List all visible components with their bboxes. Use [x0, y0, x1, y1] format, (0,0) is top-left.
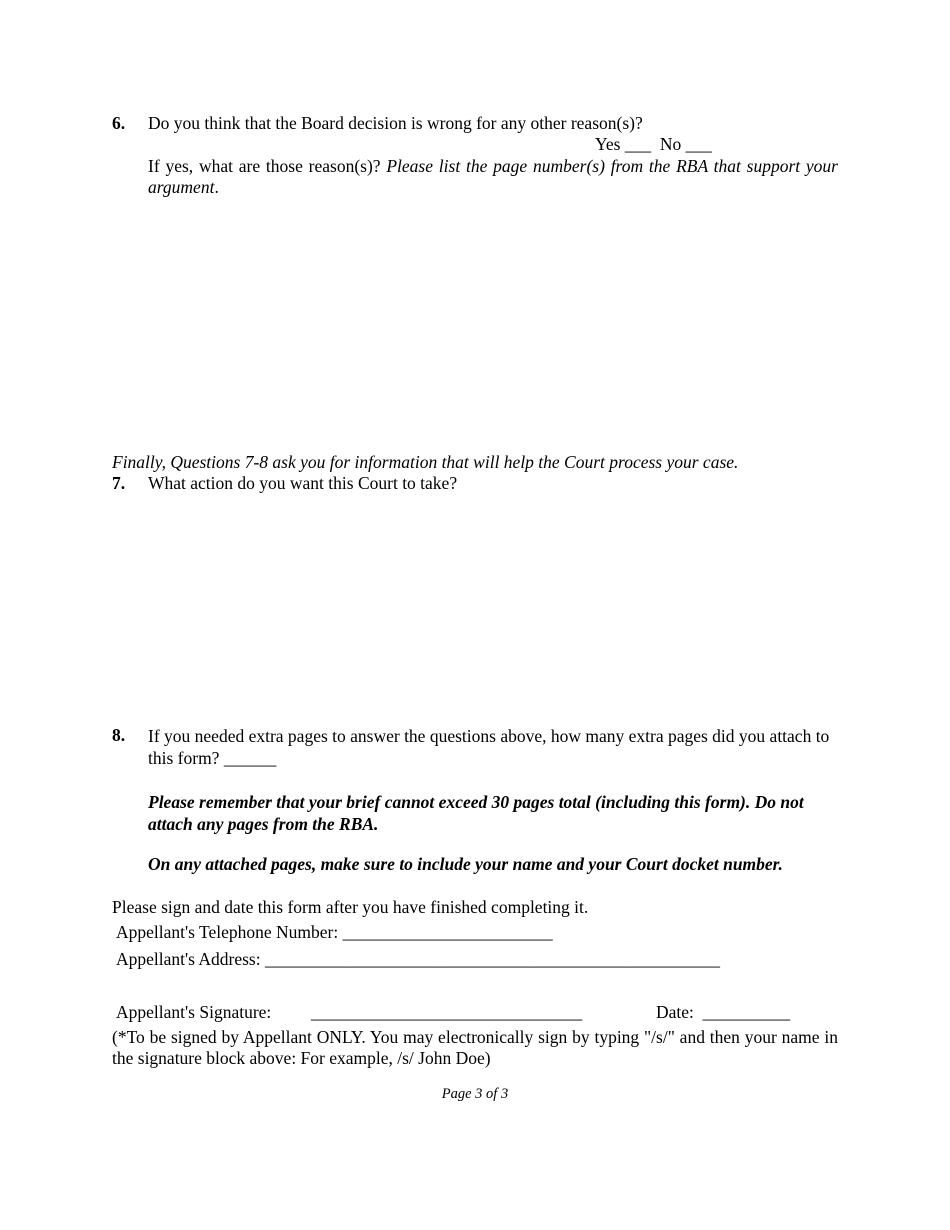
question-8-text: If you needed extra pages to answer the questions above, how many extra pages did you attach to this form? ______	[148, 726, 830, 768]
signature-footnote: (*To be signed by Appellant ONLY. You may electronically sign by typing "/s/" and then your name in the signature block above: For example, /s/ John Doe)	[112, 1027, 838, 1068]
question-8-number: 8.	[112, 725, 126, 745]
page-limit-note: Please remember that your brief cannot exceed 30 pages total (including this form). Do not attach any pages from the RBA.	[148, 792, 804, 834]
yes-no-choice: Yes ___ No ___	[595, 134, 712, 154]
telephone-field: Appellant's Telephone Number: ________________________	[116, 922, 553, 942]
question-7-number: 7.	[112, 473, 126, 493]
question-6-followup	[148, 156, 838, 198]
question-6-text: Do you think that the Board decision is wrong for any other reason(s)?	[148, 113, 643, 133]
address-field: Appellant's Address: ____________________________________________________	[116, 949, 720, 969]
sign-instruction: Please sign and date this form after you have finished completing it.	[112, 897, 589, 917]
question-6-number: 6.	[112, 113, 126, 133]
attached-pages-note: On any attached pages, make sure to include your name and your Court docket number.	[148, 854, 783, 874]
followup-plain: If yes, what are those reason(s)?	[148, 156, 381, 176]
question-7-text: What action do you want this Court to take?	[148, 473, 458, 493]
followup-end: .	[214, 177, 219, 197]
signature-line: _______________________________	[311, 1002, 583, 1022]
signature-label: Appellant's Signature:	[116, 1002, 272, 1022]
followup-italic: Please list the page number(s) from the RBA that support your argument	[148, 156, 838, 197]
section-intro: Finally, Questions 7-8 ask you for information that will help the Court process your case.	[112, 452, 739, 472]
page-number: Page 3 of 3	[441, 1086, 509, 1102]
date-field: Date: __________	[656, 1002, 791, 1022]
